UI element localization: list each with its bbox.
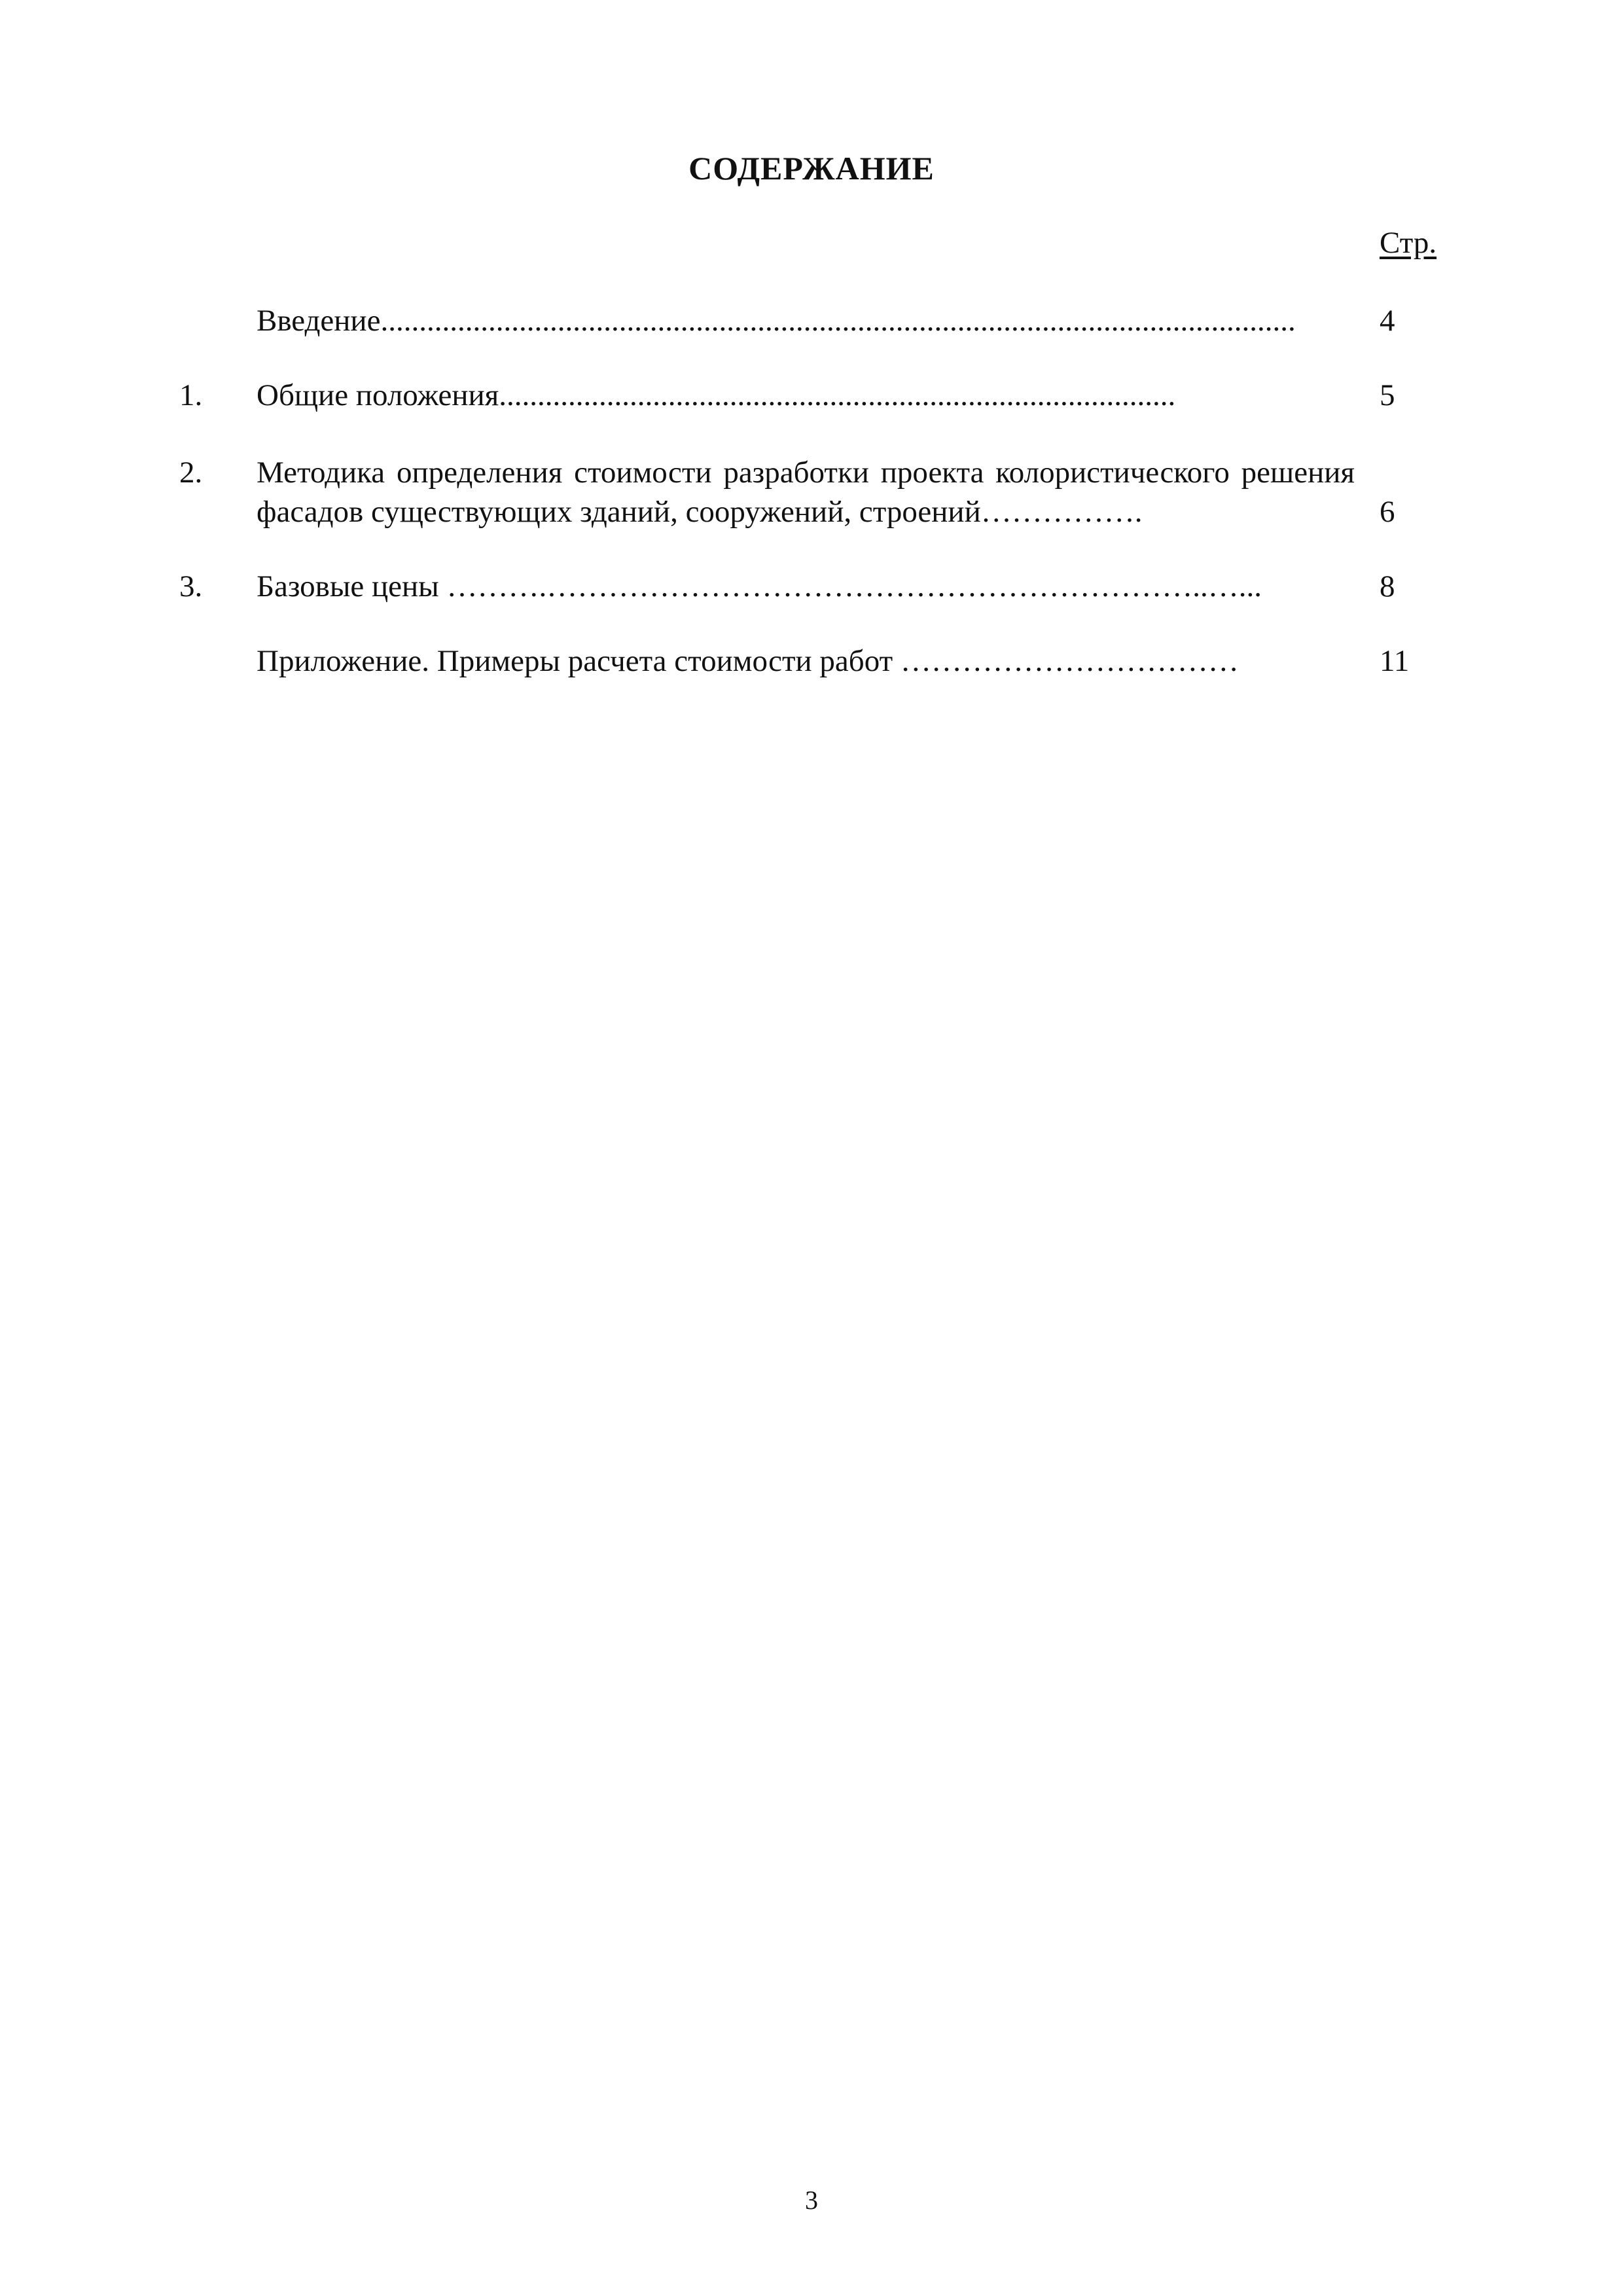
toc-entry-page: 11 [1380, 644, 1410, 678]
page-number: 3 [805, 2185, 818, 2215]
pages-column-header: Стр. [1380, 226, 1437, 260]
toc-entry-title: Введение....................................................................................................................... [257, 304, 1296, 338]
toc-entry-page: 4 [1380, 304, 1395, 338]
page-title: СОДЕРЖАНИЕ [688, 150, 935, 187]
toc-entry-page: 6 [1380, 495, 1395, 529]
toc-entry-title: Общие положения........................................................................................ [257, 378, 1176, 412]
toc-entry-title: Базовые цены ……….………………………………………………………..…... [257, 569, 1262, 603]
toc-entry-title: Приложение. Примеры расчета стоимости работ …………………………… [257, 644, 1239, 678]
toc-entry-title: Методика определения стоимости разработки проекта колористического решения фасадов существующих зданий, сооружений, строений……………. [257, 456, 1355, 529]
toc-entry-page: 5 [1380, 378, 1395, 412]
toc-entry-number: 1. [179, 378, 203, 412]
toc-entry-number: 2. [179, 456, 203, 490]
toc-entry-number: 3. [179, 569, 203, 603]
toc-entry-page: 8 [1380, 569, 1395, 603]
